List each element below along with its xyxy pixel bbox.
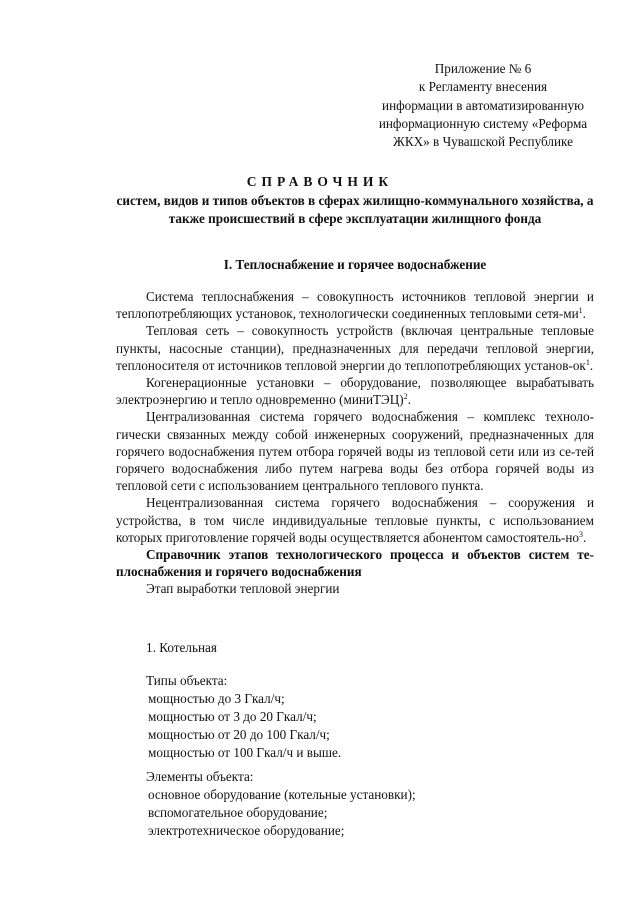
appendix-line: к Регламенту внесения bbox=[418, 79, 548, 95]
list-item: основное оборудование (котельные установки); bbox=[148, 786, 416, 802]
section-heading: I. Теплоснабжение и горячее водоснабжение bbox=[223, 257, 487, 272]
appendix-line: ЖКХ» в Чувашской Республике bbox=[393, 134, 573, 150]
paragraph-central-hot-water: Централизованная система горячего водоснабжения – комплекс техноло-гически связанных между собой инженерных сооружений, предназначенных для горячего водоснабжения путем отбора горячей воды из тепловой сети или из се-тей горячего водоснабжения либо путем нагрева воды без отбора горячей воды из тепловой сети с использованием центрального теплового пункта. bbox=[116, 409, 594, 494]
object-heading: 1. Котельная bbox=[146, 640, 217, 655]
document-title: СПРАВОЧНИК bbox=[246, 174, 394, 189]
elements-heading: Элементы объекта: bbox=[146, 769, 254, 784]
types-heading: Типы объекта: bbox=[146, 673, 228, 688]
list-item: мощностью от 100 Гкал/ч и выше. bbox=[148, 744, 342, 760]
appendix-line: информационную систему «Реформа bbox=[378, 115, 588, 131]
list-item: мощностью до 3 Гкал/ч; bbox=[148, 690, 285, 706]
footnote-ref: 1 bbox=[578, 306, 583, 316]
footnote-ref: 3 bbox=[579, 529, 583, 539]
body-text bbox=[116, 288, 594, 598]
footnote-ref: 1 bbox=[585, 357, 590, 367]
stage-name: Этап выработки тепловой энергии bbox=[146, 581, 340, 597]
paragraph-local-hot-water: Нецентрализованная система горячего водоснабжения – сооружения и устройства, в том числе индивидуальные тепловые пункты, с использованием которых приготовление горячей воды осуществляется абонентом самостоятель-$но^3$. bbox=[116, 495, 594, 545]
list-item: мощностью от 20 до 100 Гкал/ч; bbox=[148, 726, 330, 742]
list-item: мощностью от 3 до 20 Гкал/ч; bbox=[148, 708, 317, 724]
footnote-ref: 2 bbox=[403, 392, 408, 402]
stages-heading: Справочник этапов технологического процесса и объектов систем те-плоснабжения и горячего водоснабжения bbox=[116, 547, 594, 580]
list-item: электротехническое оборудование; bbox=[148, 822, 345, 838]
document-subtitle: систем, видов и типов объектов в сферах жилищно-коммунального хозяйства, а также происшествий в сфере эксплуатации жилищного фонда bbox=[116, 193, 594, 226]
object-elements bbox=[146, 768, 416, 840]
object-types bbox=[146, 672, 341, 762]
appendix-note bbox=[358, 60, 608, 151]
list-item: вспомогательное оборудование; bbox=[148, 804, 328, 820]
appendix-line: информации в автоматизированную bbox=[382, 97, 584, 113]
paragraph-heat-network: Тепловая сеть – совокупность устройств (включая центральные тепловые пункты, насосные станции), предназначенных для передачи тепловой энергии, теплоносителя от источников тепловой энергии до теплопотребляющих установ-$ок^1$. bbox=[116, 323, 594, 373]
appendix-line: Приложение № 6 bbox=[434, 61, 532, 76]
paragraph-heating-system: Система теплоснабжения – совокупность источников тепловой энергии и теплопотребляющих установок, технологически соединенных тепловыми сетя-$ми^1$. bbox=[116, 289, 594, 322]
paragraph-cogeneration: Когенерационные установки – оборудование, позволяющее вырабатывать электроэнергию и тепло одновременно (миниТЭЦ)$^2$. bbox=[116, 375, 594, 408]
